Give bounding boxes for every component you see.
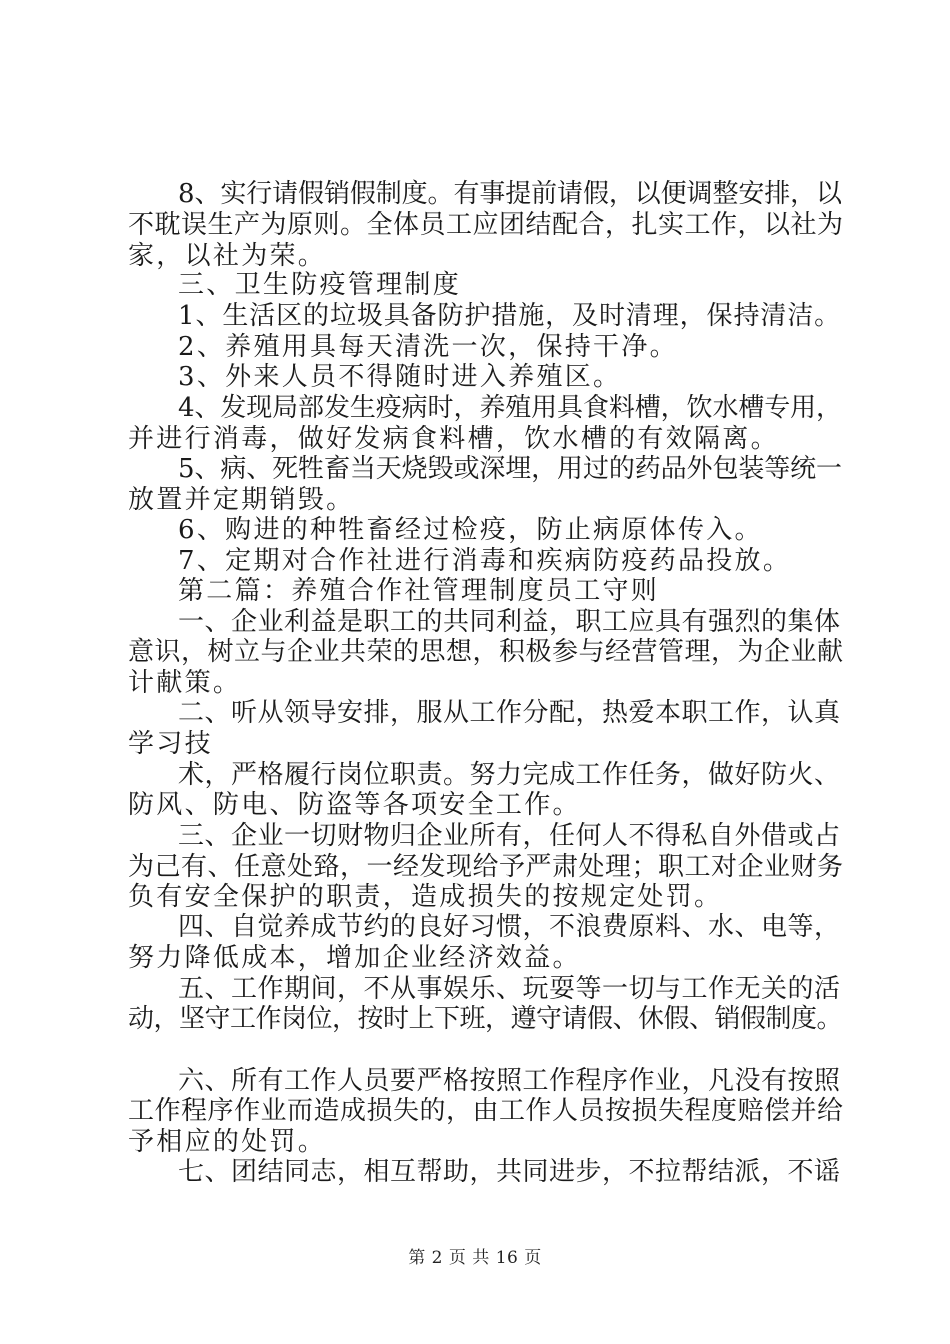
text-line: 五、工作期间，不从事娱乐、玩耍等一切与工作无关的活 bbox=[178, 974, 841, 1004]
text-line: 5、病、死牲畜当天烧毁或深埋，用过的药品外包装等统一 bbox=[178, 454, 842, 484]
text-line: 7、定期对合作社进行消毒和疾病防疫药品投放。 bbox=[178, 546, 792, 576]
text-line: 予相应的处罚。 bbox=[128, 1127, 327, 1157]
text-line: 一、企业利益是职工的共同利益，职工应具有强烈的集体 bbox=[178, 607, 841, 637]
text-line: 七、团结同志，相互帮助，共同进步，不拉帮结派，不谣 bbox=[178, 1157, 841, 1187]
text-line: 防风、防电、防盗等各项安全工作。 bbox=[128, 790, 581, 820]
section-heading: 三、卫生防疫管理制度 bbox=[178, 270, 462, 300]
text-line: 六、所有工作人员要严格按照工作程序作业，凡没有按照 bbox=[178, 1066, 841, 1096]
text-line: 3、外来人员不得随时进入养殖区。 bbox=[178, 362, 622, 392]
text-line: 家，以社为荣。 bbox=[128, 241, 327, 271]
text-line: 学习技 bbox=[128, 729, 213, 759]
text-line: 并进行消毒，做好发病食料槽，饮水槽的有效隔离。 bbox=[128, 424, 779, 454]
text-line: 术，严格履行岗位职责。努力完成工作任务，做好防火、 bbox=[178, 760, 841, 790]
text-line: 8、实行请假销假制度。有事提前请假，以便调整安排，以 bbox=[178, 179, 842, 209]
text-line: 动，坚守工作岗位，按时上下班，遵守请假、休假、销假制度。 bbox=[128, 1004, 843, 1034]
text-line: 计献策。 bbox=[128, 668, 242, 698]
text-line: 1、生活区的垃圾具备防护措施，及时清理，保持清洁。 bbox=[178, 301, 842, 331]
text-line: 工作程序作业而造成损失的，由工作人员按损失程度赔偿并给 bbox=[128, 1096, 844, 1126]
text-line: 4、发现局部发生疫病时，养殖用具食料槽，饮水槽专用， bbox=[178, 393, 842, 423]
text-line: 放置并定期销毁。 bbox=[128, 485, 355, 515]
chapter-title: 第二篇：养殖合作社管理制度员工守则 bbox=[178, 576, 660, 606]
text-line: 6、购进的种牲畜经过检疫，防止病原体传入。 bbox=[178, 515, 763, 545]
text-line: 三、企业一切财物归企业所有，任何人不得私自外借或占 bbox=[178, 821, 841, 851]
text-line: 不耽误生产为原则。全体员工应团结配合，扎实工作，以社为 bbox=[128, 210, 844, 240]
page-number-footer: 第 2 页 共 16 页 bbox=[408, 1248, 542, 1268]
text-line: 努力降低成本，增加企业经济效益。 bbox=[128, 943, 581, 973]
text-line: 意识，树立与企业共荣的思想，积极参与经营管理，为企业献 bbox=[128, 637, 844, 667]
text-line: 二、听从领导安排，服从工作分配，热爱本职工作，认真 bbox=[178, 698, 841, 728]
text-line: 负有安全保护的职责，造成损失的按规定处罚。 bbox=[128, 882, 723, 912]
text-line: 2、养殖用具每天清洗一次，保持干净。 bbox=[178, 332, 678, 362]
text-line: 为己有、任意处臵，一经发现给予严肃处理；职工对企业财务 bbox=[128, 852, 844, 882]
text-line: 四、自觉养成节约的良好习惯，不浪费原料、水、电等， bbox=[178, 912, 841, 942]
